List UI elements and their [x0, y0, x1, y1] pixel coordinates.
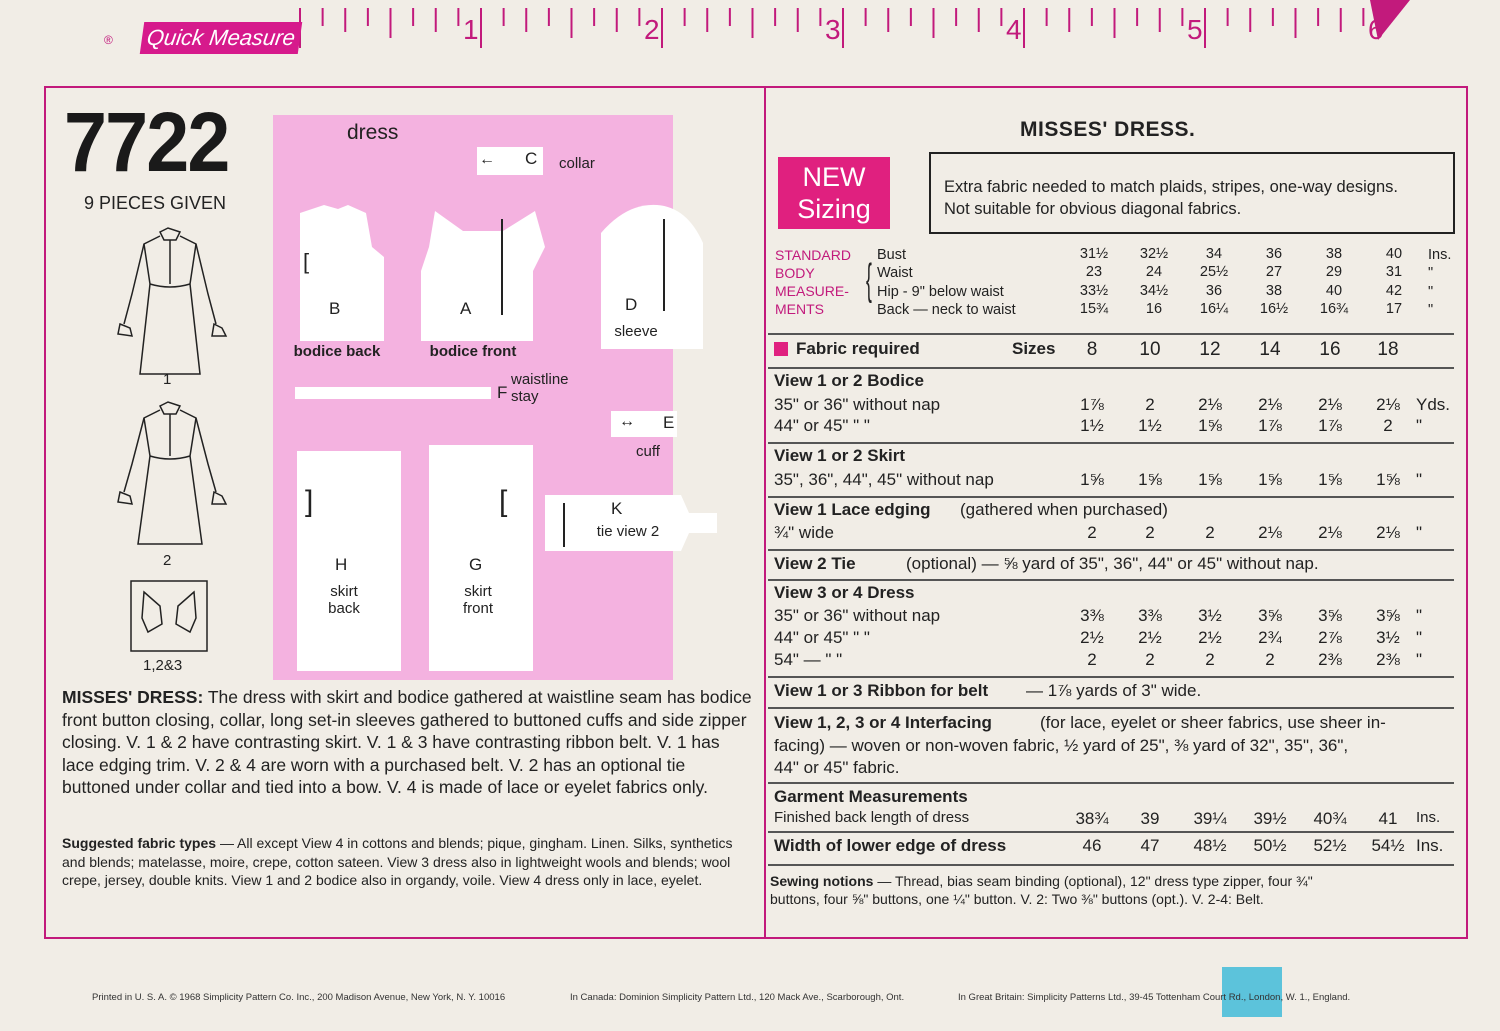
size-value: 39¼ — [1193, 809, 1227, 828]
section-header: View 2 Tie — [774, 554, 856, 573]
piece-label-skirt-front — [443, 583, 513, 618]
size-value: 2⅜ — [1318, 650, 1342, 669]
bracket-icon: { — [866, 255, 872, 304]
body-measure-value: 33½ — [1079, 283, 1109, 299]
size-value: 1⅝ — [1198, 470, 1222, 489]
size-value: 2⅛ — [1318, 523, 1342, 542]
table-rule — [768, 579, 1454, 581]
piece-bodice-front — [417, 207, 549, 343]
size-value: 2⅜ — [1376, 650, 1400, 669]
size-header: 10 — [1139, 339, 1161, 360]
size-value: 1⅝ — [1198, 416, 1222, 435]
row-label: Width of lower edge of dress — [774, 836, 1007, 855]
skirt-back-grain-icon: ] — [305, 485, 314, 518]
size-value: 2⅛ — [1318, 395, 1342, 414]
size-value: 3½ — [1376, 628, 1400, 647]
size-value: 2 — [1383, 416, 1393, 435]
unit-label: Yds. — [1416, 395, 1451, 414]
unit-label: " — [1416, 523, 1423, 542]
piece-label-bodice-back: bodice back — [293, 343, 381, 360]
body-measure-value: 16 — [1145, 301, 1163, 317]
row-label: 54" — " " — [774, 650, 843, 669]
collar-view-sketch — [130, 580, 208, 652]
diagram-title: dress — [347, 121, 399, 144]
ruler-number: 5 — [1187, 14, 1203, 45]
section-text: — 1⅞ yards of 3" wide. — [1026, 681, 1202, 700]
ruler-number: 1 — [463, 14, 479, 45]
size-value: 40¾ — [1313, 809, 1347, 828]
piece-letter-e: E — [663, 413, 675, 432]
footer-usa: Printed in U. S. A. © 1968 Simplicity Pattern Co. Inc., 200 Madison Avenue, New York, N. Y. 10016 — [92, 992, 506, 1003]
size-value: 2½ — [1080, 628, 1104, 647]
pattern-pieces-diagram — [273, 115, 673, 680]
body-measure-value: 31 — [1385, 264, 1403, 280]
size-value: 3⅜ — [1138, 606, 1162, 625]
skirt-front-line1: skirt — [464, 583, 492, 600]
size-header: 14 — [1259, 339, 1281, 360]
section-header: View 1 or 2 Skirt — [774, 446, 906, 465]
piece-label-sleeve: sleeve — [614, 323, 658, 340]
skirt-front-line2: front — [462, 600, 493, 618]
body-measure-value: 23 — [1085, 264, 1103, 280]
body-measure-value: 34½ — [1139, 283, 1169, 299]
section-text: 44" or 45" fabric. — [774, 758, 900, 777]
pieces-given: 9 PIECES GIVEN — [84, 193, 227, 213]
piece-letter-g: G — [469, 555, 483, 574]
waistline-stay-line1: waistline — [511, 371, 569, 388]
size-value: 2 — [1087, 523, 1097, 542]
unit-label: Ins. — [1416, 836, 1444, 855]
skirt-back-line2: back — [328, 600, 360, 618]
size-value: 1⅞ — [1258, 416, 1282, 435]
piece-waistline-stay — [295, 387, 491, 399]
bodice-front-grain-icon — [501, 219, 503, 315]
new-sizing-line2: Sizing — [797, 194, 871, 224]
column-divider — [764, 86, 766, 939]
body-measure-label: Back — neck to waist — [877, 302, 1016, 318]
piece-label-waistline-stay — [511, 371, 581, 406]
bodice-back-grain-icon: [ — [303, 249, 310, 274]
description-body: The dress with skirt and bodice gathered at waistline seam has bodice front button closing, collar, long set-in sleeves gathered to buttoned cuffs and side zipper closing. V. 1 & 2 have contrasting skirt. V. 1 & 3 have contrasting ribbon belt. V. 1 has lace edging trim. V. 2 & 4 are worn with a purchased belt. V. 2 has an optional tie buttoned under collar and tied into a bow. V. 4 is made of lace or eyelet fabrics only. — [62, 687, 752, 798]
view-2-sketch — [110, 398, 230, 548]
sb-line4: MENTS — [775, 301, 824, 317]
body-measure-value: 36 — [1265, 246, 1283, 262]
body-measure-value: 24 — [1145, 264, 1163, 280]
row-label: 44" or 45" " " — [774, 628, 870, 647]
ruler-number: 4 — [1006, 14, 1022, 45]
table-rule — [768, 782, 1454, 784]
size-value: 1⅝ — [1376, 470, 1400, 489]
size-value: 54½ — [1371, 836, 1405, 855]
body-measure-unit: Ins. — [1428, 247, 1452, 263]
size-value: 2½ — [1138, 628, 1162, 647]
view-label-2: 2 — [163, 552, 172, 569]
section-text: (optional) — ⅝ yard of 35", 36", 44" or 45" without nap. — [906, 554, 1319, 573]
body-measure-value: 38 — [1265, 283, 1283, 299]
body-measure-value: 32½ — [1139, 246, 1169, 262]
size-value: 2 — [1205, 523, 1215, 542]
piece-label-skirt-back — [309, 583, 379, 618]
size-value: 2 — [1145, 395, 1155, 414]
piece-letter-a: A — [460, 299, 472, 318]
size-header: 12 — [1199, 339, 1221, 360]
row-label: 35" or 36" without nap — [774, 606, 941, 625]
size-value: 2⅛ — [1376, 523, 1400, 542]
section-header: View 1 or 3 Ribbon for belt — [774, 681, 989, 700]
size-value: 1⅞ — [1318, 416, 1342, 435]
section-text: (for lace, eyelet or sheer fabrics, use sheer in- — [1040, 713, 1386, 732]
size-value: 48½ — [1193, 836, 1227, 855]
ruler-number: 6 — [1368, 14, 1384, 45]
piece-letter-k: K — [611, 499, 623, 518]
skirt-back-line1: skirt — [330, 583, 358, 600]
new-sizing-badge — [778, 157, 890, 229]
body-measure-value: 36 — [1205, 283, 1223, 299]
fabric-note-box — [929, 152, 1455, 234]
body-measure-label: Hip - 9" below waist — [877, 284, 1004, 300]
body-measure-value: 40 — [1385, 246, 1403, 262]
body-measure-unit: " — [1428, 302, 1434, 318]
size-value: 50½ — [1253, 836, 1287, 855]
size-value: 38¾ — [1075, 809, 1109, 828]
size-value: 47 — [1140, 836, 1160, 855]
size-value: 1⅝ — [1138, 470, 1162, 489]
table-rule — [768, 549, 1454, 551]
size-value: 2⅛ — [1198, 395, 1222, 414]
size-value: 1⅝ — [1080, 470, 1104, 489]
size-value: 3½ — [1198, 606, 1222, 625]
view-label-1: 1 — [163, 371, 172, 388]
table-rule — [768, 831, 1454, 833]
piece-letter-h: H — [335, 555, 348, 574]
table-rule — [768, 707, 1454, 709]
tie-grain-icon — [563, 503, 565, 547]
size-value: 1½ — [1080, 416, 1104, 435]
piece-label-cuff: cuff — [636, 443, 660, 460]
body-measure-unit: " — [1428, 284, 1434, 300]
section-header: View 3 or 4 Dress — [774, 583, 915, 602]
fabric-required-label: Fabric required — [796, 339, 920, 358]
row-label: ¾" wide — [774, 523, 834, 542]
size-value: 2⅞ — [1318, 628, 1342, 647]
skirt-front-grain-icon: [ — [499, 485, 508, 518]
size-value: 46 — [1082, 836, 1102, 855]
rule-2 — [768, 367, 1454, 369]
size-value: 2⅛ — [1376, 395, 1400, 414]
body-measure-label: Waist — [877, 265, 913, 281]
section-header: View 1 or 2 Bodice — [774, 371, 924, 390]
section-header: View 1, 2, 3 or 4 Interfacing — [774, 713, 992, 732]
body-measure-value: 16½ — [1259, 301, 1289, 317]
piece-bodice-back — [298, 203, 408, 343]
sb-line1: STANDARD — [775, 247, 851, 263]
view-1-sketch — [110, 224, 230, 379]
row-label: 35" or 36" without nap — [774, 395, 941, 414]
size-value: 1⅝ — [1258, 470, 1282, 489]
table-rule — [768, 864, 1454, 866]
note-line1: Extra fabric needed to match plaids, stripes, one-way designs. — [944, 178, 1398, 196]
ruler-number: 3 — [825, 14, 841, 45]
body-measure-value: 40 — [1325, 283, 1343, 299]
size-value: 1½ — [1138, 416, 1162, 435]
sb-line3: MEASURE- — [775, 283, 849, 299]
section-header: View 1 Lace edging — [774, 500, 931, 519]
piece-skirt-back — [297, 451, 401, 671]
size-value: 41 — [1378, 809, 1398, 828]
sizes-label: Sizes — [1012, 339, 1056, 358]
fabric-required-marker — [774, 342, 788, 356]
size-value: 1⅞ — [1080, 395, 1104, 414]
body-measure-value: 34 — [1205, 246, 1223, 262]
unit-label: " — [1416, 416, 1423, 435]
size-value: 2 — [1087, 650, 1097, 669]
ruler-number: 2 — [644, 14, 660, 45]
row-label: 44" or 45" " " — [774, 416, 870, 435]
size-value: 2¾ — [1258, 628, 1282, 647]
size-value: 3⅜ — [1080, 606, 1104, 625]
table-rule — [768, 442, 1454, 444]
piece-label-collar: collar — [559, 155, 595, 172]
notions-line1: — Thread, bias seam binding (optional), 12" dress type zipper, four ¾" — [877, 873, 1313, 889]
size-value: 2 — [1205, 650, 1215, 669]
standard-body-label — [775, 246, 851, 318]
size-value: 52½ — [1313, 836, 1347, 855]
pattern-description — [62, 686, 752, 799]
notions-line2: buttons, four ⅝" buttons, one ¼" button. V. 2: Two ⅜" buttons (opt.). V. 2-4: Belt. — [770, 891, 1264, 907]
size-value: 2 — [1145, 523, 1155, 542]
body-measure-value: 29 — [1325, 264, 1343, 280]
body-measure-value: 17 — [1385, 301, 1403, 317]
body-measure-value: 16¾ — [1319, 301, 1349, 317]
size-value: 39½ — [1253, 809, 1287, 828]
body-measure-value: 31½ — [1079, 246, 1109, 262]
size-value: 1⅝ — [1318, 470, 1342, 489]
body-measure-value: 42 — [1385, 283, 1403, 299]
size-value: 3⅝ — [1318, 606, 1342, 625]
table-rule — [768, 676, 1454, 678]
pattern-number: 7722 — [64, 95, 229, 189]
section-text: facing) — woven or non-woven fabric, ½ yard of 25", ⅜ yard of 32", 35", 36", — [774, 736, 1349, 755]
piece-letter-b: B — [329, 299, 341, 318]
piece-label-bodice-front: bodice front — [429, 343, 517, 360]
body-measure-value: 16¼ — [1199, 301, 1229, 317]
piece-label-tie: tie view 2 — [596, 523, 660, 540]
fabric-types-body: — All except View 4 in cottons and blends; pique, gingham. Linen. Silks, synthetics and blends; matelasse, moire, crepe, cotton sateen. View 3 dress also in lightweight wools and blends; wool crepe, jersey, double knits. View 1 and 2 bodice also in organdy, voile. View 4 dress only in lace, eyelet. — [62, 835, 733, 888]
body-measure-value: 27 — [1265, 264, 1283, 280]
table-rule — [768, 496, 1454, 498]
row-label: 35", 36", 44", 45" without nap — [774, 470, 994, 489]
fabric-types-lead: Suggested fabric types — [62, 835, 217, 851]
size-value: 2 — [1145, 650, 1155, 669]
footer-britain: In Great Britain: Simplicity Patterns Ltd., 39-45 Tottenham Court Rd., London, W. 1., England. — [958, 992, 1351, 1003]
size-header: 16 — [1319, 339, 1341, 360]
piece-letter-f: F — [497, 383, 508, 402]
sewing-notions — [770, 872, 1460, 908]
suggested-fabric-types — [62, 834, 752, 890]
rule-1 — [768, 333, 1454, 335]
body-measure-unit: " — [1428, 265, 1434, 281]
row-label: Finished back length of dress — [774, 809, 970, 826]
size-header: 8 — [1086, 339, 1098, 360]
description-lead: MISSES' DRESS: — [62, 687, 204, 707]
new-sizing-line1: NEW — [802, 162, 866, 192]
view-label-collar: 1,2&3 — [143, 657, 183, 674]
size-value: 3⅝ — [1376, 606, 1400, 625]
size-header: 18 — [1377, 339, 1399, 360]
size-value: 2⅛ — [1258, 395, 1282, 414]
body-measure-value: 15¾ — [1079, 301, 1109, 317]
unit-label: " — [1416, 628, 1423, 647]
footer-canada: In Canada: Dominion Simplicity Pattern Ltd., 120 Mack Ave., Scarborough, Ont. — [570, 992, 905, 1003]
size-value: 2 — [1265, 650, 1275, 669]
size-value: 3⅝ — [1258, 606, 1282, 625]
body-measure-value: 38 — [1325, 246, 1343, 262]
waistline-stay-line2: stay — [511, 388, 539, 406]
size-value: 2⅛ — [1258, 523, 1282, 542]
unit-label: " — [1416, 606, 1423, 625]
sleeve-grain-icon — [663, 219, 665, 311]
unit-label: " — [1416, 470, 1423, 489]
section-header: Garment Measurements — [774, 787, 968, 806]
note-line2: Not suitable for obvious diagonal fabrics. — [944, 200, 1242, 218]
unit-label: Ins. — [1416, 809, 1441, 826]
section-text: (gathered when purchased) — [960, 500, 1168, 519]
registered-mark: ® — [104, 33, 113, 47]
right-title: MISSES' DRESS. — [1020, 118, 1196, 141]
size-value: 39 — [1140, 809, 1160, 828]
quick-measure-badge: Quick Measure — [140, 22, 302, 54]
body-measure-label: Bust — [877, 247, 907, 263]
piece-letter-d: D — [625, 295, 638, 314]
unit-label: " — [1416, 650, 1423, 669]
notions-lead: Sewing notions — [770, 873, 874, 889]
collar-arrow-icon: ← — [479, 151, 495, 168]
piece-letter-c: C — [525, 149, 538, 168]
size-value: 2½ — [1198, 628, 1222, 647]
sb-line2: BODY — [775, 265, 815, 281]
body-measure-value: 25½ — [1199, 264, 1229, 280]
cuff-arrow-icon: ↔ — [619, 413, 635, 430]
